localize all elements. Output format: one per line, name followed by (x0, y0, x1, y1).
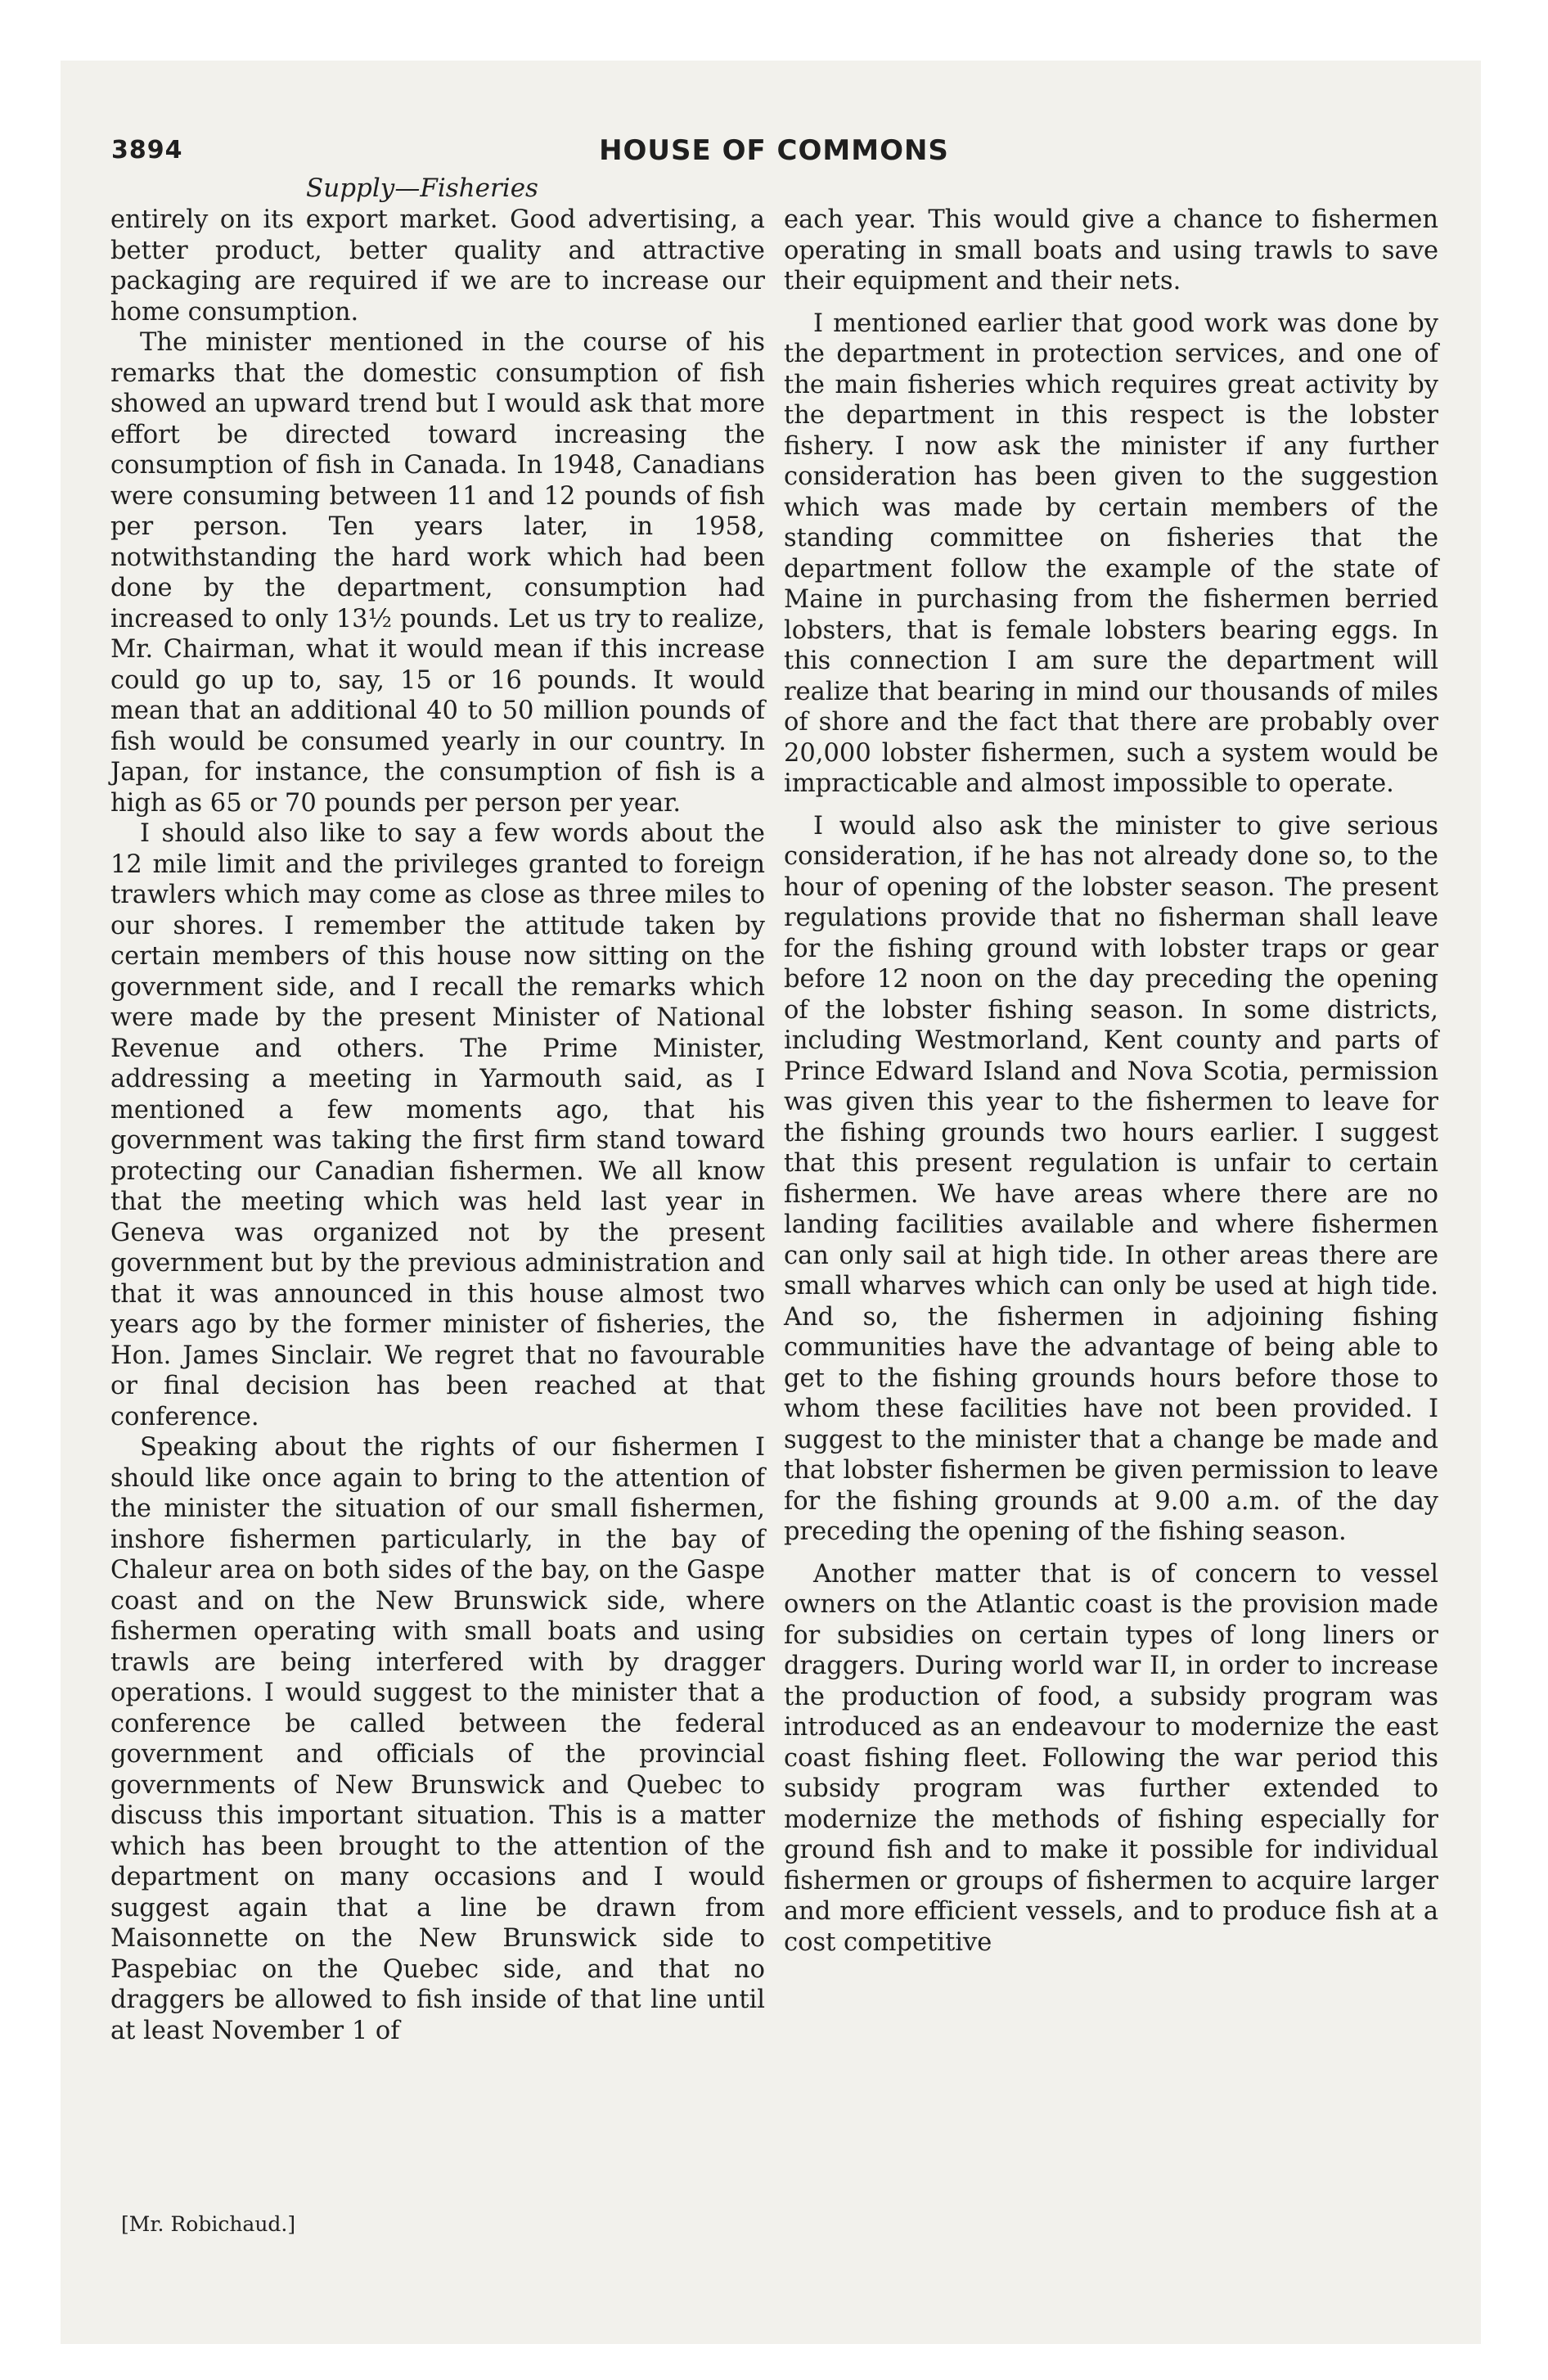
speaker-attribution: [Mr. Robichaud.] (121, 2212, 296, 2236)
paragraph: I would also ask the minister to give serious consideration, if he has not already done so, to the hour of opening of the lobster season. The present regulations provide that no fisherman shall leave for the fishing ground with lobster traps or gear before 12 noon on the day preceding the opening of the lobster fishing season. In some districts, including Westmorland, Kent county and parts of Prince Edward Island and Nova Scotia, permission was given this year to the fishermen to leave for the fishing grounds two hours earlier. I suggest that this present regulation is unfair to certain fishermen. We have areas where there are no landing facilities available and where fishermen can only sail at high tide. In other areas there are small wharves which can only be used at high tide. And so, the fishermen in adjoining fishing communities have the advantage of being able to get to the fishing grounds hours before those to whom these facilities have not been provided. I suggest to the minister that a change be made and that lobster fishermen be given permission to leave for the fishing grounds at 9.00 a.m. of the day preceding the opening of the fishing season. (784, 811, 1438, 1546)
paragraph: I should also like to say a few words about the 12 mile limit and the privileges granted to foreign trawlers which may come as close as three miles to our shores. I remember the attitude taken by certain members of this house now sitting on the government side, and I recall the remarks which were made by the present Minister of National Revenue and others. The Prime Minister, addressing a meeting in Yarmouth said, as I mentioned a few moments ago, that his government was taking the first firm stand toward protecting our Canadian fishermen. We all know that the meeting which was held last year in Geneva was organized not by the present government but by the previous administration and that it was announced in this house almost two years ago by the former minister of fisheries, the Hon. James Sinclair. We regret that no favourable or final decision has been reached at that conference. (110, 819, 765, 1431)
paragraph: Another matter that is of concern to vessel owners on the Atlantic coast is the provision made for subsidies on certain types of long liners or draggers. During world war II, in order to increase the production of food, a subsidy program was introduced as an endeavour to modernize the east coast fishing fleet. Following the war period this subsidy program was further extended to modernize the methods of fishing especially for ground fish and to make it possible for individual fishermen or groups of fishermen to acquire larger and more efficient vessels, and to produce fish at a cost competitive (784, 1559, 1438, 1957)
paragraph: entirely on its export market. Good advertising, a better product, better quality and attractive packaging are required if we are to increase our home consumption. (110, 205, 765, 327)
page-header-title: HOUSE OF COMMONS (599, 134, 949, 167)
right-column (784, 205, 1438, 1958)
paragraph: I mentioned earlier that good work was done by the department in protection services, and one of the main fisheries which requires great activity by the department in this respect is the lobster fishery. I now ask the minister if any further consideration has been given to the suggestion which was made by certain members of the standing committee on fisheries that the department follow the example of the state of Maine in purchasing from the fishermen berried lobsters, that is female lobsters bearing eggs. In this connection I am sure the department will realize that bearing in mind our thousands of miles of shore and the fact that there are probably over 20,000 lobster fishermen, such a system would be impracticable and almost impossible to operate. (784, 309, 1438, 798)
paragraph: each year. This would give a chance to fishermen operating in small boats and using trawls to save their equipment and their nets. (784, 205, 1438, 295)
paragraph: Speaking about the rights of our fishermen I should like once again to bring to the attention of the minister the situation of our small fishermen, inshore fishermen particularly, in the bay of Chaleur area on both sides of the bay, on the Gaspe coast and on the New Brunswick side, where fishermen operating with small boats and using trawls are being interfered with by dragger operations. I would suggest to the minister that a conference be called between the federal government and officials of the provincial governments of New Brunswick and Quebec to discuss this important situation. This is a matter which has been brought to the attention of the department on many occasions and I would suggest again that a line be drawn from Maisonnette on the New Brunswick side to Paspebiac on the Quebec side, and that no draggers be allowed to fish inside of that line until at least November 1 of (110, 1433, 765, 2045)
left-column (110, 205, 765, 2046)
page-number: 3894 (111, 136, 183, 165)
section-title: Supply—Fisheries (306, 174, 538, 203)
paragraph: The minister mentioned in the course of his remarks that the domestic consumption of fish showed an upward trend but I would ask that more effort be directed toward increasing the consumption of fish in Canada. In 1948, Canadians were consuming between 11 and 12 pounds of fish per person. Ten years later, in 1958, notwithstanding the hard work which had been done by the department, consumption had increased to only 13½ pounds. Let us try to realize, Mr. Chairman, what it would mean if this increase could go up to, say, 15 or 16 pounds. It would mean that an additional 40 to 50 million pounds of fish would be consumed yearly in our country. In Japan, for instance, the consumption of fish is a high as 65 or 70 pounds per person per year. (110, 328, 765, 818)
